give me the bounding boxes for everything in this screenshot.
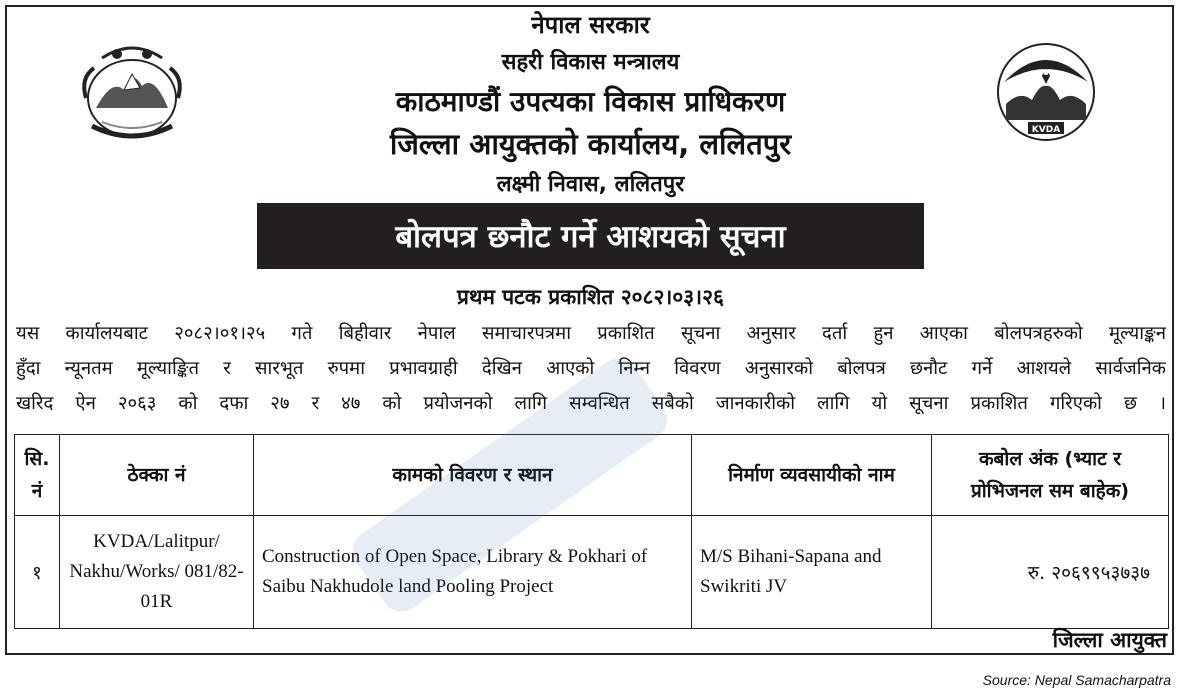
notice-body-line: यस कार्यालयबाट २०८२।०१।२५ गते बिहीवार नेपाल समाचारपत्रमा प्रकाशित सूचना अनुसार दर्ता हुन आएका बोलपत्रहरुको मूल्याङ्कन [16,323,1166,344]
source-credit: Source: Nepal Samacharpatra [982,672,1171,688]
kvda-logo-text: KVDA [1031,125,1061,135]
notice-body-line: खरिद ऐन २०६३ को दफा २७ र ४७ को प्रयोजनको लागि सम्वन्धित सबैको जानकारीको लागि यो सूचना प्रकाशित गरिएको छ । [16,393,1166,414]
header-sn: सि. नं [15,435,60,516]
cell-contract-no: KVDA/Lalitpur/ Nakhu/Works/ 081/82-01R [60,516,254,629]
header-contractor: निर्माण व्यवसायीको नाम [692,435,932,516]
header-authority: काठमाण्डौं उपत्यका विकास प्राधिकरण [395,85,786,118]
cell-contractor: M/S Bihani-Sapana and Swikriti JV [692,516,932,629]
table-row [15,516,1169,629]
header-description: कामको विवरण र स्थान [254,435,692,516]
bid-table [14,434,1169,629]
cell-bid-amount: रु. २०६९९५३७३७ [932,516,1169,629]
cell-description: Construction of Open Space, Library & Pokhari of Saibu Nakhudole land Pooling Project [254,516,692,629]
header-ministry: सहरी विकास मन्त्रालय [501,50,680,75]
notice-body-line: हुँदा न्यूनतम मूल्याङ्कित र सारभूत रुपमा प्रभावग्राही देखिन आएको निम्न विवरण अनुसारको बोलपत्र छनौट गर्ने आशयले सार्वजनिक [16,358,1166,379]
table-header-row [15,435,1169,516]
header-address: लक्ष्मी निवास, ललितपुर [496,172,685,197]
published-date: प्रथम पटक प्रकाशित २०८२।०३।२६ [457,285,724,309]
signoff: जिल्ला आयुक्त [1052,628,1167,652]
header-office: जिल्ला आयुक्तको कार्यालय, ललितपुर [389,127,792,161]
cell-sn: १ [15,516,60,629]
header-contract-no: ठेक्का नं [60,435,254,516]
header-government: नेपाल सरकार [531,11,650,39]
notice-title: बोलपत्र छनौट गर्ने आशयको सूचना [257,203,924,269]
notice-body [16,316,1166,421]
header-bid-amount: कबोल अंक (भ्याट र प्रोभिजनल सम बाहेक) [932,435,1169,516]
